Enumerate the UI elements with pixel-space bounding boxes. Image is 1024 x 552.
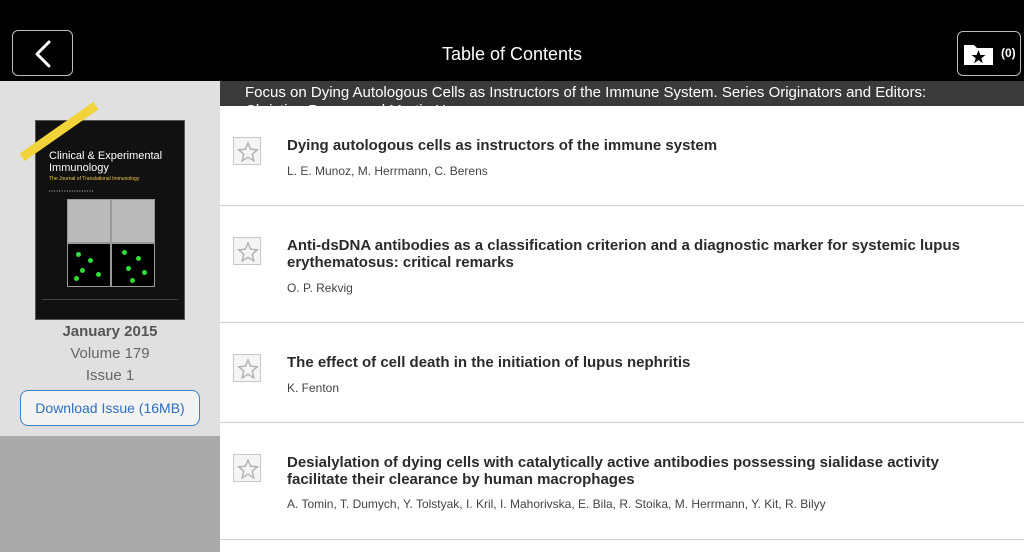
favorite-button[interactable] — [233, 137, 261, 165]
cover-title: Clinical & Experimental Immunology — [49, 150, 163, 174]
issue-panel — [0, 81, 220, 436]
folder-star-icon — [962, 40, 996, 68]
saved-count: (0) — [1001, 46, 1016, 60]
article-list[interactable] — [220, 81, 1024, 552]
section-heading: Focus on Dying Autologous Cells as Instructors of the Immune System. Series Originators and Editors: — [245, 84, 927, 101]
issue-sidebar — [0, 81, 220, 552]
article-title[interactable]: Desialylation of dying cells with catalytically active antibodies possessing sialidase activity facilitate their clearance by human macrophages — [287, 454, 939, 488]
article-authors: L. E. Munoz, M. Herrmann, C. Berens — [287, 164, 488, 178]
star-icon — [237, 241, 259, 263]
article-authors: K. Fenton — [287, 381, 340, 395]
favorite-button[interactable] — [233, 454, 261, 482]
issue-number: Issue 1 — [85, 367, 135, 384]
article-title[interactable]: Anti-dsDNA antibodies as a classification criterion and a diagnostic marker for systemic lupus erythematosus: critical remarks — [287, 237, 960, 271]
cover-micrograph — [67, 199, 155, 287]
star-icon — [237, 141, 259, 163]
issue-cover-image[interactable] — [35, 120, 185, 320]
article-title[interactable]: The effect of cell death in the initiation of lupus nephritis — [287, 354, 691, 371]
favorite-button[interactable] — [233, 354, 261, 382]
section-header — [220, 81, 1024, 106]
cover-subtitle: The Journal of Translational Immunology — [49, 176, 140, 182]
article-authors: A. Tomin, T. Dumych, Y. Tolstyak, I. Kril, I. Mahorivska, E. Bila, R. Stoika, M. Herrmann, Y. Kit, R. Bilyy — [287, 497, 826, 511]
article-row[interactable] — [220, 423, 1024, 540]
favorite-button[interactable] — [233, 237, 261, 265]
cover-divider: • • • • • • • • • • • • • • • • • • — [49, 188, 94, 193]
issue-volume: Volume 179 — [70, 345, 150, 362]
star-icon — [237, 458, 259, 480]
download-issue-button[interactable]: Download Issue (16MB) — [20, 390, 200, 426]
article-row[interactable] — [220, 206, 1024, 323]
cover-footer — [42, 299, 178, 311]
article-row[interactable] — [220, 106, 1024, 206]
article-authors: O. P. Rekvig — [287, 281, 353, 295]
article-row[interactable] — [220, 323, 1024, 423]
issue-date: January 2015 — [62, 323, 158, 340]
saved-articles-button[interactable] — [957, 31, 1021, 76]
star-icon — [237, 358, 259, 380]
top-bar — [0, 0, 1024, 81]
article-title[interactable]: Dying autologous cells as instructors of the immune system — [287, 137, 718, 154]
page-title: Table of Contents — [441, 44, 583, 64]
